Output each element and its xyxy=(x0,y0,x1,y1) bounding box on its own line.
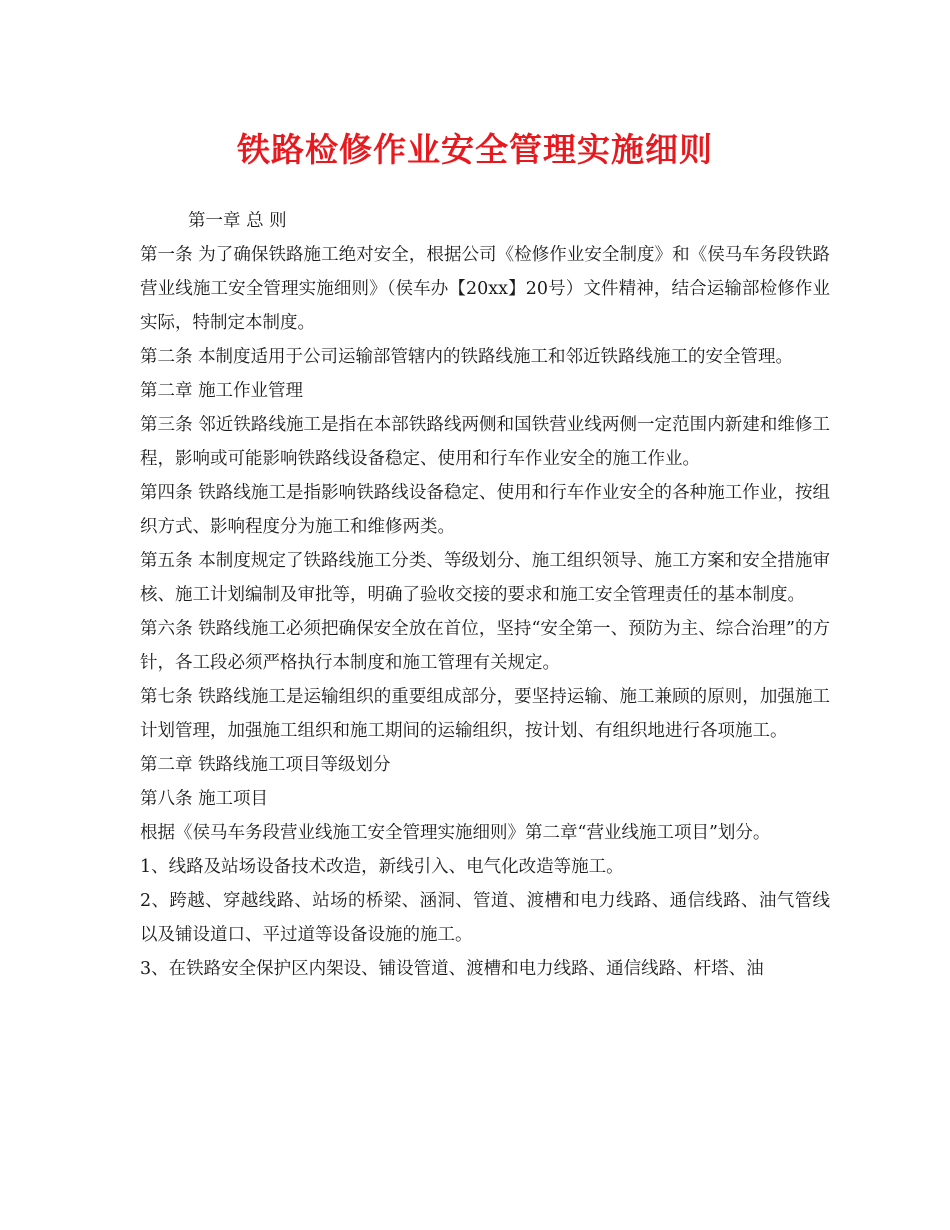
chapter-heading: 第二章 铁路线施工项目等级划分 xyxy=(140,755,391,775)
paragraph: 根据《侯马车务段营业线施工安全管理实施细则》第二章“营业线施工项目”划分。 xyxy=(140,823,771,843)
article-heading: 第八条 施工项目 xyxy=(140,789,269,809)
paragraph: 第四条 铁路线施工是指影响铁路线设备稳定、使用和行车作业安全的各种施工作业，按组织方式、影响程度分为施工和维修两类。 xyxy=(140,483,830,537)
document-title: 铁路检修作业安全管理实施细则 xyxy=(237,130,713,169)
chapter-heading: 第一章 总 则 xyxy=(188,211,287,231)
list-item: 1、线路及站场设备技术改造，新线引入、电气化改造等施工。 xyxy=(140,857,624,877)
list-item: 3、在铁路安全保护区内架设、铺设管道、渡槽和电力线路、通信线路、杆塔、油 xyxy=(140,959,764,979)
paragraph: 第七条 铁路线施工是运输组织的重要组成部分，要坚持运输、施工兼顾的原则，加强施工计划管理，加强施工组织和施工期间的运输组织，按计划、有组织地进行各项施工。 xyxy=(140,687,830,741)
paragraph: 第二条 本制度适用于公司运输部管辖内的铁路线施工和邻近铁路线施工的安全管理。 xyxy=(140,347,794,367)
paragraph: 第一条 为了确保铁路施工绝对安全，根据公司《检修作业安全制度》和《侯马车务段铁路营业线施工安全管理实施细则》（侯车办【20xx】20号）文件精神，结合运输部检修作业实际，特制定本制度。 xyxy=(140,245,830,333)
paragraph: 第五条 本制度规定了铁路线施工分类、等级划分、施工组织领导、施工方案和安全措施审核、施工计划编制及审批等，明确了验收交接的要求和施工安全管理责任的基本制度。 xyxy=(140,551,830,605)
paragraph: 第三条 邻近铁路线施工是指在本部铁路线两侧和国铁营业线两侧一定范围内新建和维修工程，影响或可能影响铁路线设备稳定、使用和行车作业安全的施工作业。 xyxy=(140,415,830,469)
paragraph: 第六条 铁路线施工必须把确保安全放在首位，坚持“安全第一、预防为主、综合治理”的方针，各工段必须严格执行本制度和施工管理有关规定。 xyxy=(140,619,830,673)
chapter-heading: 第二章 施工作业管理 xyxy=(140,381,304,401)
document-body xyxy=(140,204,830,986)
list-item: 2、跨越、穿越线路、站场的桥梁、涵洞、管道、渡槽和电力线路、通信线路、油气管线以及铺设道口、平过道等设备设施的施工。 xyxy=(140,891,830,945)
